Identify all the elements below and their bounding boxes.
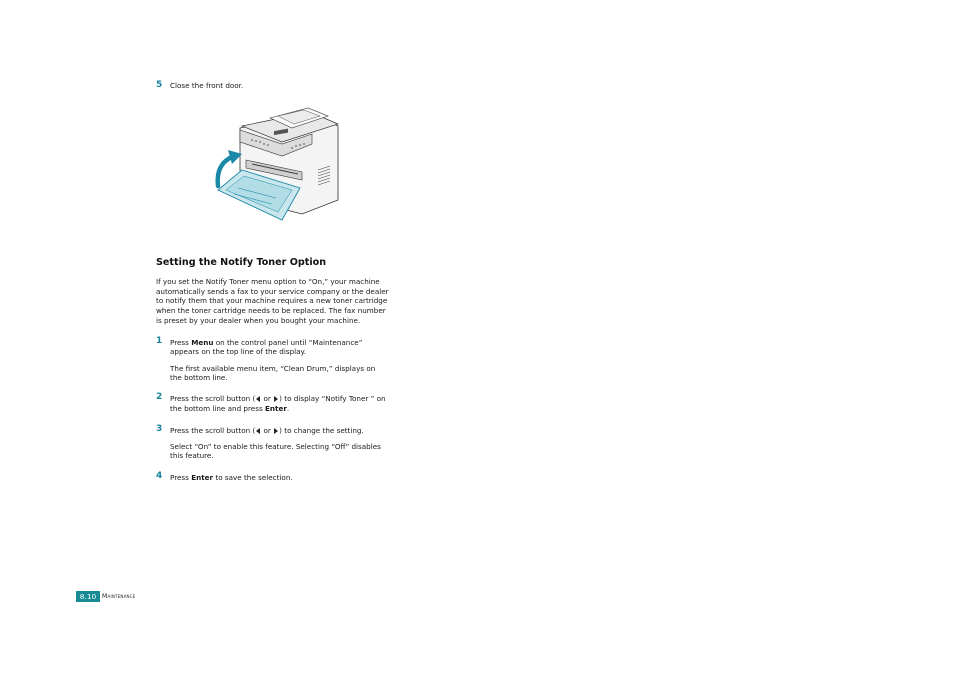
step-1-note-2: the bottom line. <box>170 373 228 382</box>
step-3-number: 3 <box>156 424 163 434</box>
step-4-number: 4 <box>156 471 163 481</box>
intro-line-1: If you set the Notify Toner menu option to “On,” your machine <box>156 277 380 286</box>
step-1-line-1: Press Menu on the control panel until “Maintenance” <box>170 338 363 347</box>
intro-line-2: automatically sends a fax to your service company or the dealer <box>156 287 389 296</box>
scroll-left-icon <box>256 428 260 434</box>
step-5-number: 5 <box>156 80 163 90</box>
scroll-right-icon <box>274 396 278 402</box>
section-heading: Setting the Notify Toner Option <box>156 257 327 268</box>
footer-section-label: Maintenance <box>102 593 136 600</box>
step-1-number: 1 <box>156 336 163 346</box>
step-1-note-1: The first available menu item, “Clean Drum,” displays on <box>170 364 376 373</box>
intro-line-4: when the toner cartridge needs to be replaced. The fax number <box>156 306 386 315</box>
step-2-line-1: Press the scroll button ( or ) to display “Notify Toner ” on <box>170 394 386 403</box>
menu-key: Menu <box>191 338 214 347</box>
step-2-line-2: the bottom line and press Enter. <box>170 404 290 413</box>
printer-closing-front-door-icon <box>212 104 344 224</box>
enter-key: Enter <box>191 473 214 482</box>
step-5-text: Close the front door. <box>170 81 244 90</box>
scroll-left-icon <box>256 396 260 402</box>
intro-line-3: to notify them that your machine requires a new toner cartridge <box>156 296 388 305</box>
step-3-line-1: Press the scroll button ( or ) to change the setting. <box>170 426 364 435</box>
step-2-number: 2 <box>156 392 163 402</box>
enter-key: Enter <box>264 404 287 413</box>
step-3-note-2: this feature. <box>170 451 214 460</box>
intro-line-5: is preset by your dealer when you bought your machine. <box>156 316 361 325</box>
step-1-line-2: appears on the top line of the display. <box>170 347 307 356</box>
printer-illustration <box>212 104 344 224</box>
scroll-right-icon <box>274 428 278 434</box>
step-3-note-1: Select “On” to enable this feature. Selecting “Off” disables <box>170 442 381 451</box>
step-4-line-1: Press Enter to save the selection. <box>170 473 293 482</box>
page-number-badge: 8.10 <box>76 591 100 602</box>
